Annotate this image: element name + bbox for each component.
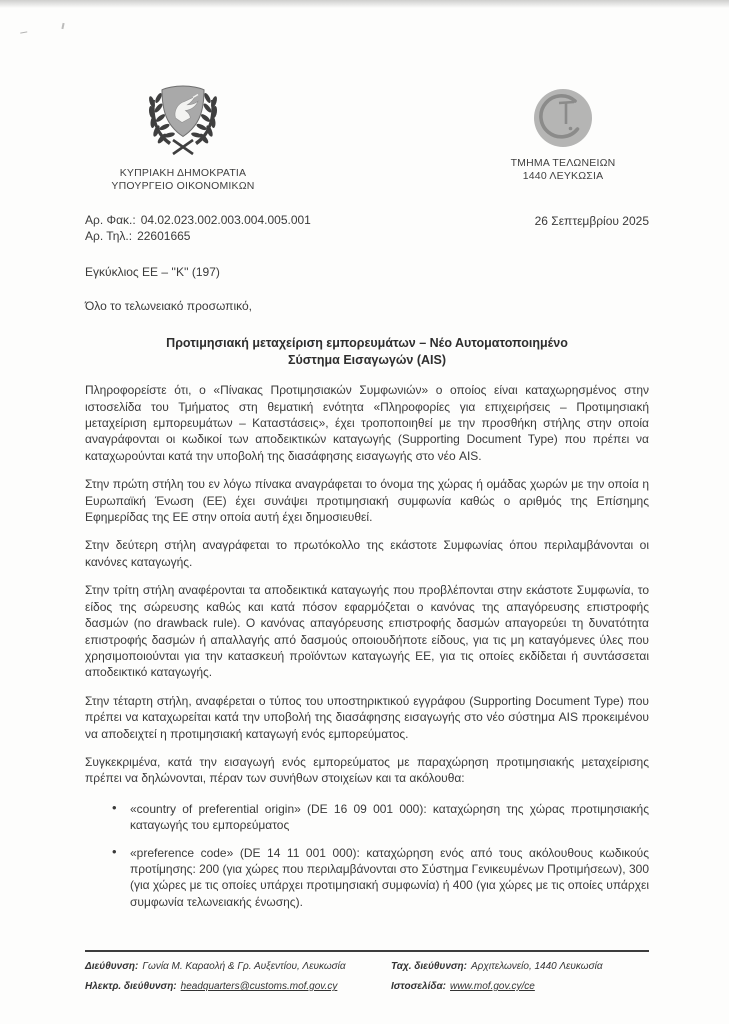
telephone-value: 22601665: [137, 228, 191, 243]
website-label: Ιστοσελίδα:: [391, 981, 447, 992]
footer-divider: [85, 950, 649, 952]
website-link[interactable]: www.mof.gov.cy/ce: [450, 981, 535, 992]
document-date: 26 Σεπτεμβρίου 2025: [534, 214, 649, 229]
customs-seal-icon: [533, 88, 593, 148]
email-label: Ηλεκτρ. διεύθυνση:: [85, 981, 177, 992]
scan-artifact: [61, 23, 64, 29]
footer-address-line: [85, 961, 391, 973]
file-number-label: Αρ. Φακ.:: [85, 213, 136, 228]
document-body: [85, 382, 649, 910]
ministry-name: ΥΠΟΥΡΓΕΙΟ ΟΙΚΟΝΟΜΙΚΩΝ: [111, 180, 255, 193]
scan-artifact: [20, 28, 28, 33]
republic-name: ΚΥΠΡΙΑΚΗ ΔΗΜΟΚΡΑΤΙΑ: [119, 167, 247, 180]
salutation: Όλο το τελωνειακό προσωπικό,: [85, 298, 252, 313]
scan-edge-artifact: [0, 0, 729, 8]
address-label: Διεύθυνση:: [85, 961, 139, 972]
cyprus-coat-of-arms-icon: [139, 76, 227, 160]
paragraph: Συγκεκριμένα, κατά την εισαγωγή ενός εμπορεύματος με παραχώρηση προτιμησιακής μεταχείρισης πρέπει να δηλώνονται, πέραν των συνήθων στοιχείων και τα ακόλουθα:: [85, 754, 649, 786]
letterhead: [85, 76, 649, 193]
document-title: [85, 335, 649, 369]
paragraph: Στην δεύτερη στήλη αναγράφεται το πρωτόκολλο της εκάστοτε Συμφωνίας όπου περιλαμβάνονται οι κανόνες καταγωγής.: [85, 538, 649, 569]
telephone-label: Αρ. Τηλ.:: [85, 228, 133, 243]
document-title-line1: Προτιμησιακή μεταχείριση εμπορευμάτων – Νέο Αυτοματοποιημένο: [166, 336, 568, 351]
page-footer: [85, 950, 649, 993]
department-name: ΤΜΗΜΑ ΤΕΛΩΝΕΙΩΝ: [510, 157, 616, 170]
paragraph: Στην τέταρτη στήλη, αναφέρεται ο τύπος του υποστηρικτικού εγγράφου (Supporting Document Type) που πρέπει να καταχωρείται κατά την υποβολή της διασάφησης εισαγωγής στο νέο σύστημα AIS προκειμένου να αποδειχτεί η προτιμησιακή καταγωγή ενός εμπορεύματος.: [85, 693, 649, 741]
circular-number: Εγκύκλιος ΕΕ – ''Κ'' (197): [85, 265, 220, 280]
paragraph: Στην τρίτη στήλη αναφέρονται τα αποδεικτικά καταγωγής που προβλέπονται στην εκάστοτε Συμφωνία, το είδος της σώρευσης καθώς και κατά πόσον εφαρμόζεται ο κανόνας της απαγόρευσης επιστροφής δασμών (no drawback rule). Ο κανόνας απαγόρευσης επιστροφής δασμών απαγορεύει τη δυνατότητα επιστροφής δασμών ή απαλλαγής από δασμούς οποιουδήποτε είδους, για τις μη καταγόμενες ύλες που χρησιμοποιούνται για την κατασκευή προϊόντων καταγωγής ΕΕ, για τις οποίες εκδίδεται ή συντάσσεται αποδεικτικό καταγωγής.: [85, 583, 649, 680]
file-number-value: 04.02.023.002.003.004.005.001: [140, 213, 311, 228]
document-title-line2: Σύστημα Εισαγωγών (AIS): [287, 353, 446, 368]
bullet-list: [85, 801, 649, 910]
email-link[interactable]: headquarters@customs.mof.gov.cy: [180, 981, 338, 992]
postal-address-value: Αρχιτελωνείο, 1440 Λευκωσία: [470, 961, 603, 972]
telephone-line: [85, 229, 311, 245]
footer-website-line: [391, 981, 649, 993]
letterhead-right: [477, 88, 649, 183]
paragraph: Στην πρώτη στήλη του εν λόγω πίνακα αναγράφεται το όνομα της χώρας ή ομάδας χωρών με την οποία η Ευρωπαϊκή Ένωση (ΕΕ) έχει συνάψει προτιμησιακή συμφωνία καθώς ο αριθμός της Επίσημης Εφημερίδας της ΕΕ στην οποία αυτή έχει δημοσιευθεί.: [85, 477, 649, 525]
footer-postal-line: [391, 961, 649, 973]
address-value: Γωνία Μ. Καραολή & Γρ. Αυξεντίου, Λευκωσία: [142, 961, 346, 972]
postal-address-label: Ταχ. διεύθυνση:: [391, 961, 467, 972]
bullet-item: • «preference code» (DE 14 11 001 000): καταχώρηση ενός από τους ακόλουθους κωδικούς προτίμησης: 200 (για χώρες που περιλαμβάνονται στο Σύστημα Γενικευμένων Προτιμήσεων), 300 (για χώρες με τις οποίες υπάρχει προτιμησιακή συμφωνία) ή 400 (για χώρες με τις οποίες υπάρχει συμφωνία τελωνειακής ένωσης).: [130, 845, 649, 911]
reference-block: [85, 213, 649, 244]
bullet-item: • «country of preferential origin» (DE 16 09 001 000): καταχώρηση της χώρας προτιμησιακής καταγωγής του εμπορεύματος: [130, 801, 649, 834]
letterhead-left: [85, 76, 281, 193]
department-city: 1440 ΛΕΥΚΩΣΙΑ: [522, 170, 604, 183]
file-number-line: [85, 213, 311, 229]
footer-email-line: [85, 981, 391, 993]
paragraph: Πληροφορείστε ότι, ο «Πίνακας Προτιμησιακών Συμφωνιών» ο οποίος είναι καταχωρησμένος στην ιστοσελίδα του Τμήματος στη θεματική ενότητα «Πληροφορίες για επιχειρήσεις – Προτιμησιακή μεταχείριση εμπορευμάτων – Καταστάσεις», έχει τροποποιηθεί με την προσθήκη στήλης στην οποία αναγράφονται οι κωδικοί των αποδεικτικών καταγωγής (Supporting Document Type) που πρέπει να καταχωρούνται κατά την υποβολή της διασάφησης εισαγωγής στο νέο AIS.: [85, 383, 649, 463]
